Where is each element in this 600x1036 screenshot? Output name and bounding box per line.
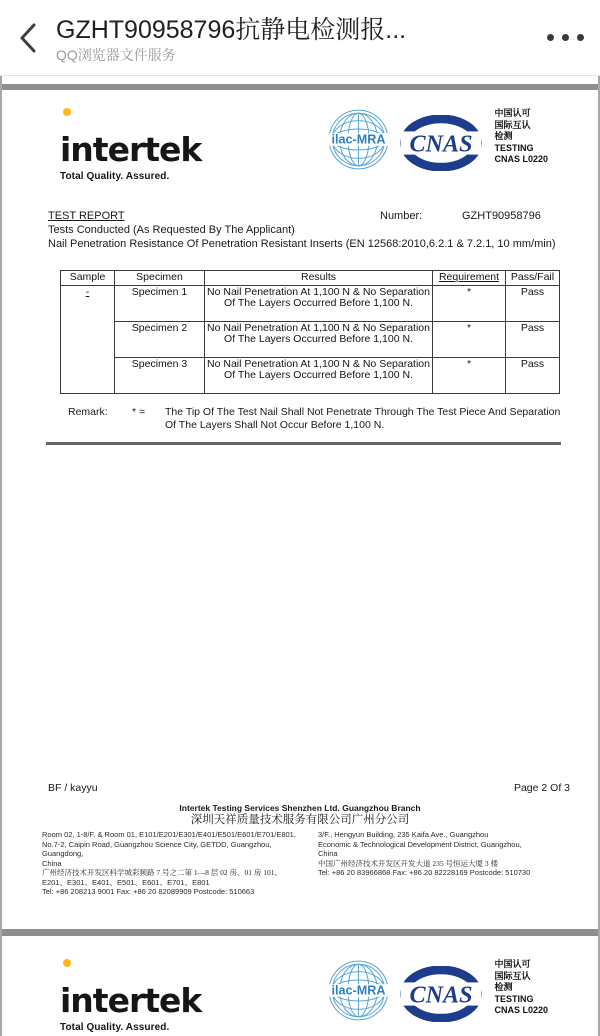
reviewer-initials: BF / kayyu bbox=[48, 782, 98, 794]
results-table bbox=[60, 270, 560, 394]
column-header-specimen: Specimen bbox=[115, 271, 205, 286]
column-header-passfail: Pass/Fail bbox=[506, 271, 560, 286]
results-cell: No Nail Penetration At 1,100 N & No Separation Of The Layers Occurred Before 1,100 N. bbox=[205, 321, 433, 357]
table-row bbox=[61, 321, 560, 357]
accreditation-text bbox=[494, 959, 548, 1017]
company-footer bbox=[2, 803, 598, 827]
intertek-yellow-dot-icon bbox=[63, 959, 71, 967]
report-heading bbox=[48, 209, 574, 251]
address-line: Tel: +86 20 83966868 Fax: +86 20 82228169 Postcode: 510730 bbox=[318, 868, 531, 877]
specimen-cell: Specimen 1 bbox=[115, 285, 205, 321]
document-title: GZHT90958796抗静电检测报... bbox=[56, 15, 407, 44]
app-header bbox=[0, 0, 600, 76]
requirement-cell: * bbox=[433, 357, 506, 393]
accreditation-line: CNAS L0220 bbox=[494, 1005, 548, 1015]
report-page-2 bbox=[2, 90, 598, 929]
cnas-label: CNAS bbox=[409, 130, 473, 158]
ilac-mra-label: ilac-MRA bbox=[332, 983, 386, 998]
accreditation-line: 检测 bbox=[494, 982, 513, 992]
intertek-wordmark: intertek bbox=[60, 130, 202, 169]
intertek-logo bbox=[60, 981, 202, 1033]
back-button[interactable] bbox=[0, 8, 56, 68]
intertek-yellow-dot-icon bbox=[63, 108, 71, 116]
intertek-tagline: Total Quality. Assured. bbox=[60, 1021, 170, 1033]
table-row bbox=[61, 285, 560, 321]
requirement-cell: * bbox=[433, 321, 506, 357]
ilac-mra-logo-icon bbox=[327, 108, 390, 171]
remark-text: The Tip Of The Test Nail Shall Not Penetrate Through The Test Piece And Separation Of The Layers Shall Not Occur Before 1,100 N. bbox=[165, 406, 561, 431]
specimen-cell: Specimen 3 bbox=[115, 357, 205, 393]
report-title: TEST REPORT bbox=[48, 210, 125, 222]
company-name-en: Intertek Testing Services Shenzhen Ltd. Guangzhou Branch bbox=[179, 803, 421, 813]
address-left-column bbox=[42, 830, 304, 897]
ellipsis-icon bbox=[577, 34, 584, 41]
test-name-line: Nail Penetration Resistance Of Penetration Resistant Inserts (EN 12568:2010,6.2.1 & 7.2.1, 10 mm/min) bbox=[48, 238, 556, 250]
ellipsis-icon bbox=[562, 34, 569, 41]
address-line: China bbox=[318, 849, 338, 858]
page-footer-line bbox=[48, 782, 570, 794]
ilac-mra-logo-icon bbox=[327, 959, 390, 1022]
remark-label: Remark: bbox=[68, 406, 108, 418]
ilac-mra-label: ilac-MRA bbox=[332, 132, 386, 147]
address-line: 3/F., Hengyun Building, 235 Kaifa Ave., Guangzhou bbox=[318, 830, 489, 839]
passfail-cell: Pass bbox=[506, 321, 560, 357]
remark-block bbox=[68, 406, 563, 432]
report-header-logos bbox=[60, 105, 548, 182]
intertek-wordmark: intertek bbox=[60, 981, 202, 1020]
accreditation-text bbox=[494, 108, 548, 166]
more-menu-button[interactable] bbox=[530, 8, 600, 68]
address-line: E201、E301、E401、E501、E601、E701、E801 bbox=[42, 877, 210, 887]
remark-symbol: * = bbox=[132, 406, 146, 418]
report-number-value: GZHT90958796 bbox=[462, 210, 541, 222]
address-columns bbox=[42, 830, 580, 897]
accreditation-line: TESTING bbox=[494, 993, 534, 1004]
address-line: 中国广州经济技术开发区开发大道 235 号恒运大厦 3 楼 bbox=[318, 858, 498, 868]
intertek-logo bbox=[60, 130, 202, 182]
column-header-sample: Sample bbox=[61, 271, 115, 286]
tests-conducted-line: Tests Conducted (As Requested By The Applicant) bbox=[48, 224, 295, 236]
accreditation-line: 中国认可 bbox=[494, 959, 531, 969]
address-right-column bbox=[318, 830, 580, 897]
address-line: No.7-2, Caipin Road, Guangzhou Science City, GETDD, Guangzhou, Guangdong, bbox=[42, 839, 272, 858]
address-line: Tel: +86 208213 9001 Fax: +86 20 82089909 Postcode: 510663 bbox=[42, 887, 255, 896]
accreditation-line: 国际互认 bbox=[494, 970, 531, 981]
table-row bbox=[61, 357, 560, 393]
header-titles bbox=[56, 11, 530, 65]
accreditation-line: 中国认可 bbox=[494, 108, 531, 118]
results-cell: No Nail Penetration At 1,100 N & No Separation Of The Layers Occurred Before 1,100 N. bbox=[205, 357, 433, 393]
accreditation-line: 检测 bbox=[494, 131, 513, 141]
page-divider bbox=[2, 929, 598, 936]
address-line: Economic & Technological Development District, Guangzhou, bbox=[318, 839, 522, 849]
column-header-requirement: Requirement bbox=[433, 271, 506, 286]
passfail-cell: Pass bbox=[506, 357, 560, 393]
accreditation-line: CNAS L0220 bbox=[494, 154, 548, 164]
passfail-cell: Pass bbox=[506, 285, 560, 321]
report-number-label: Number: bbox=[380, 210, 423, 222]
table-header-row bbox=[61, 271, 560, 286]
requirement-cell: * bbox=[433, 285, 506, 321]
document-source: QQ浏览器文件服务 bbox=[56, 46, 176, 63]
address-line: China bbox=[42, 858, 62, 868]
sample-cell: - bbox=[61, 285, 115, 393]
section-divider bbox=[46, 442, 561, 445]
company-name-cn: 深圳天祥质量技术服务有限公司广州分公司 bbox=[190, 814, 410, 826]
document-scroll-area[interactable] bbox=[0, 76, 600, 1036]
results-cell: No Nail Penetration At 1,100 N & No Separation Of The Layers Occurred Before 1,100 N. bbox=[205, 285, 433, 321]
cnas-logo-icon bbox=[400, 115, 482, 171]
address-line: 广州经济技术开发区科学城彩频路 7 号之二第 1—8 层 02 房、01 房 101、 bbox=[42, 868, 282, 877]
accreditation-line: 国际互认 bbox=[494, 119, 531, 130]
cnas-logo-icon bbox=[400, 966, 482, 1022]
address-line: Room 02, 1-8/F. & Room 01, E101/E201/E301/E401/E501/E601/E701/E801, bbox=[42, 830, 296, 839]
intertek-tagline: Total Quality. Assured. bbox=[60, 170, 170, 182]
report-page-3 bbox=[2, 936, 598, 1036]
report-header-logos bbox=[60, 956, 548, 1033]
chevron-left-icon bbox=[17, 21, 39, 55]
specimen-cell: Specimen 2 bbox=[115, 321, 205, 357]
accreditation-line: TESTING bbox=[494, 142, 534, 153]
cnas-label: CNAS bbox=[409, 981, 473, 1009]
column-header-results: Results bbox=[205, 271, 433, 286]
ellipsis-icon bbox=[547, 34, 554, 41]
page-number: Page 2 Of 3 bbox=[513, 782, 570, 794]
